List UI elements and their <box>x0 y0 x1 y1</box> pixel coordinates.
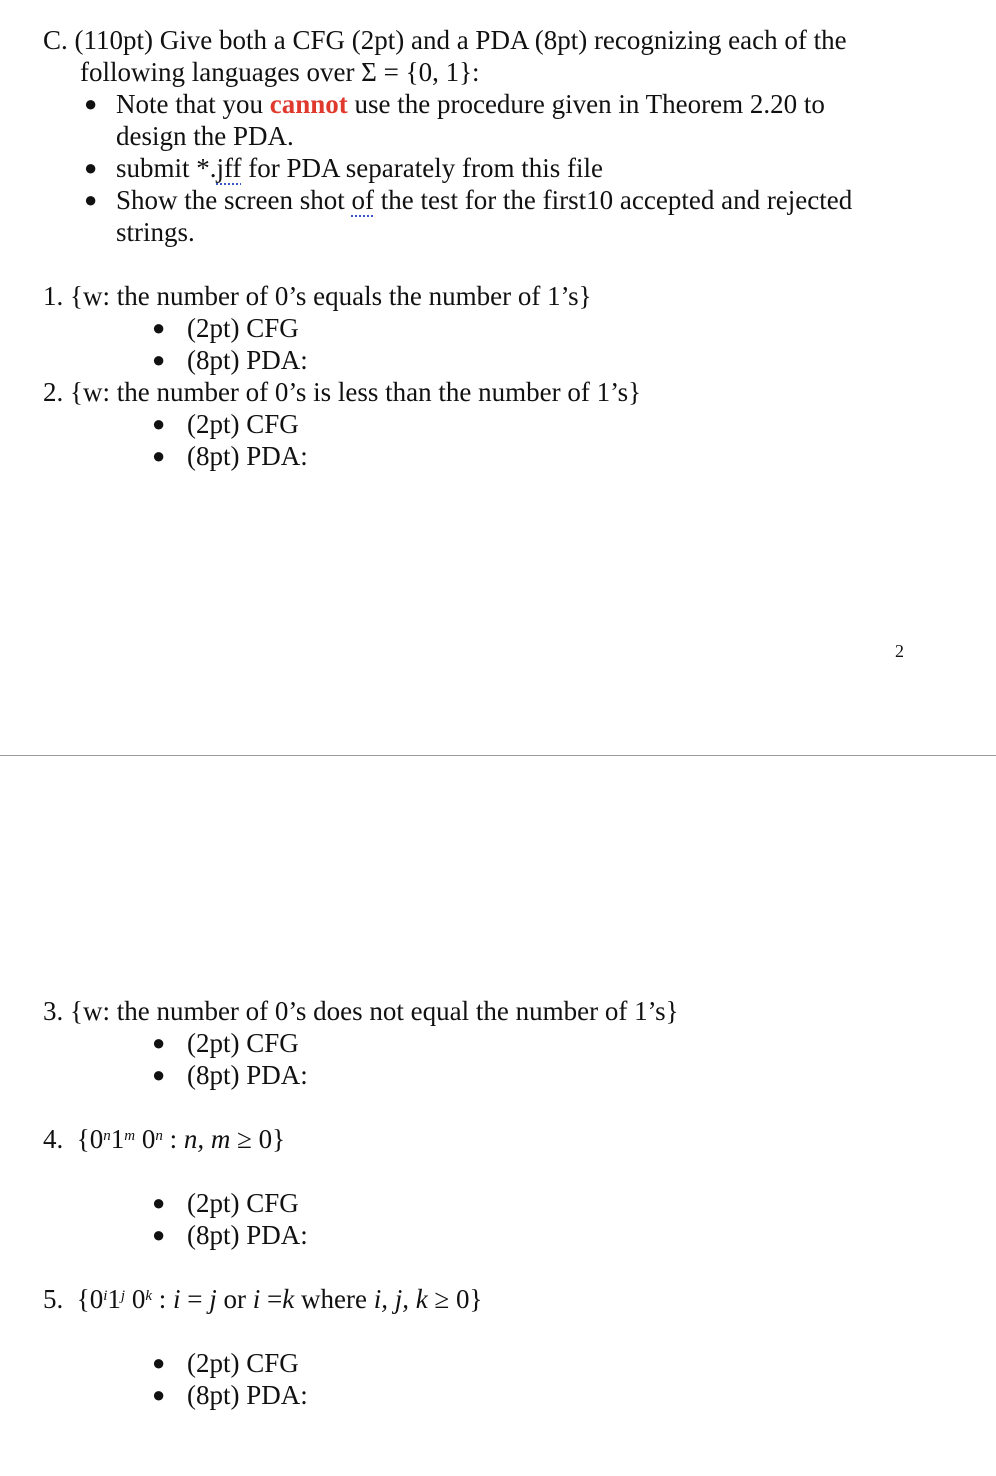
note-1-continued: design the PDA. <box>116 121 294 151</box>
bullet-icon: ● <box>152 411 166 436</box>
note-1: Note that you cannot use the procedure given in Theorem 2.20 to <box>116 89 825 119</box>
problem-3-cfg: (2pt) CFG <box>187 1028 299 1058</box>
problem-4-title: 4. {0$^n$1$^m$ 0$^n$ : n, m ≥ 0} <box>43 1124 286 1154</box>
bullet-icon: ● <box>152 1382 166 1407</box>
note-3-continued: strings. <box>116 217 195 247</box>
header-line-1: C. (110pt) Give both a CFG (2pt) and a PDA (8pt) recognizing each of the <box>43 25 847 55</box>
problem-3-pda: (8pt) PDA: <box>187 1060 308 1090</box>
problem-1-title: 1. {w: the number of 0’s equals the number of 1’s} <box>43 281 592 311</box>
bullet-icon: ● <box>152 1190 166 1215</box>
note-3: Show the screen shot of the test for the first10 accepted and rejected <box>116 185 853 215</box>
cannot-emphasis: cannot <box>269 89 348 119</box>
problem-4-cfg: (2pt) CFG <box>187 1188 299 1218</box>
problem-2-cfg: (2pt) CFG <box>187 409 299 439</box>
problem-2-title: 2. {w: the number of 0’s is less than the number of 1’s} <box>43 377 642 407</box>
bullet-icon: ● <box>84 187 98 212</box>
bullet-icon: ● <box>84 155 98 180</box>
page-number: 2 <box>895 641 904 661</box>
page-divider <box>0 755 996 756</box>
bullet-icon: ● <box>152 315 166 340</box>
problem-5-title: 5. {0$^i$1$^j$ 0$^k$ : i = j or i =k where i, j, k ≥ 0} <box>43 1284 483 1314</box>
bullet-icon: ● <box>152 1350 166 1375</box>
bullet-icon: ● <box>152 1030 166 1055</box>
bullet-icon: ● <box>84 91 98 116</box>
problem-4-pda: (8pt) PDA: <box>187 1220 308 1250</box>
problem-1-cfg: (2pt) CFG <box>187 313 299 343</box>
problem-3-title: 3. {w: the number of 0’s does not equal the number of 1’s} <box>43 996 679 1026</box>
bullet-icon: ● <box>152 443 166 468</box>
problem-5-pda: (8pt) PDA: <box>187 1380 308 1410</box>
problem-2-pda: (8pt) PDA: <box>187 441 308 471</box>
problem-5-cfg: (2pt) CFG <box>187 1348 299 1378</box>
bullet-icon: ● <box>152 347 166 372</box>
header-line-2: following languages over Σ = {0, 1}: <box>80 57 480 87</box>
note-2: submit *.jff for PDA separately from this file <box>116 153 603 183</box>
problem-1-pda: (8pt) PDA: <box>187 345 308 375</box>
bullet-icon: ● <box>152 1222 166 1247</box>
bullet-icon: ● <box>152 1062 166 1087</box>
